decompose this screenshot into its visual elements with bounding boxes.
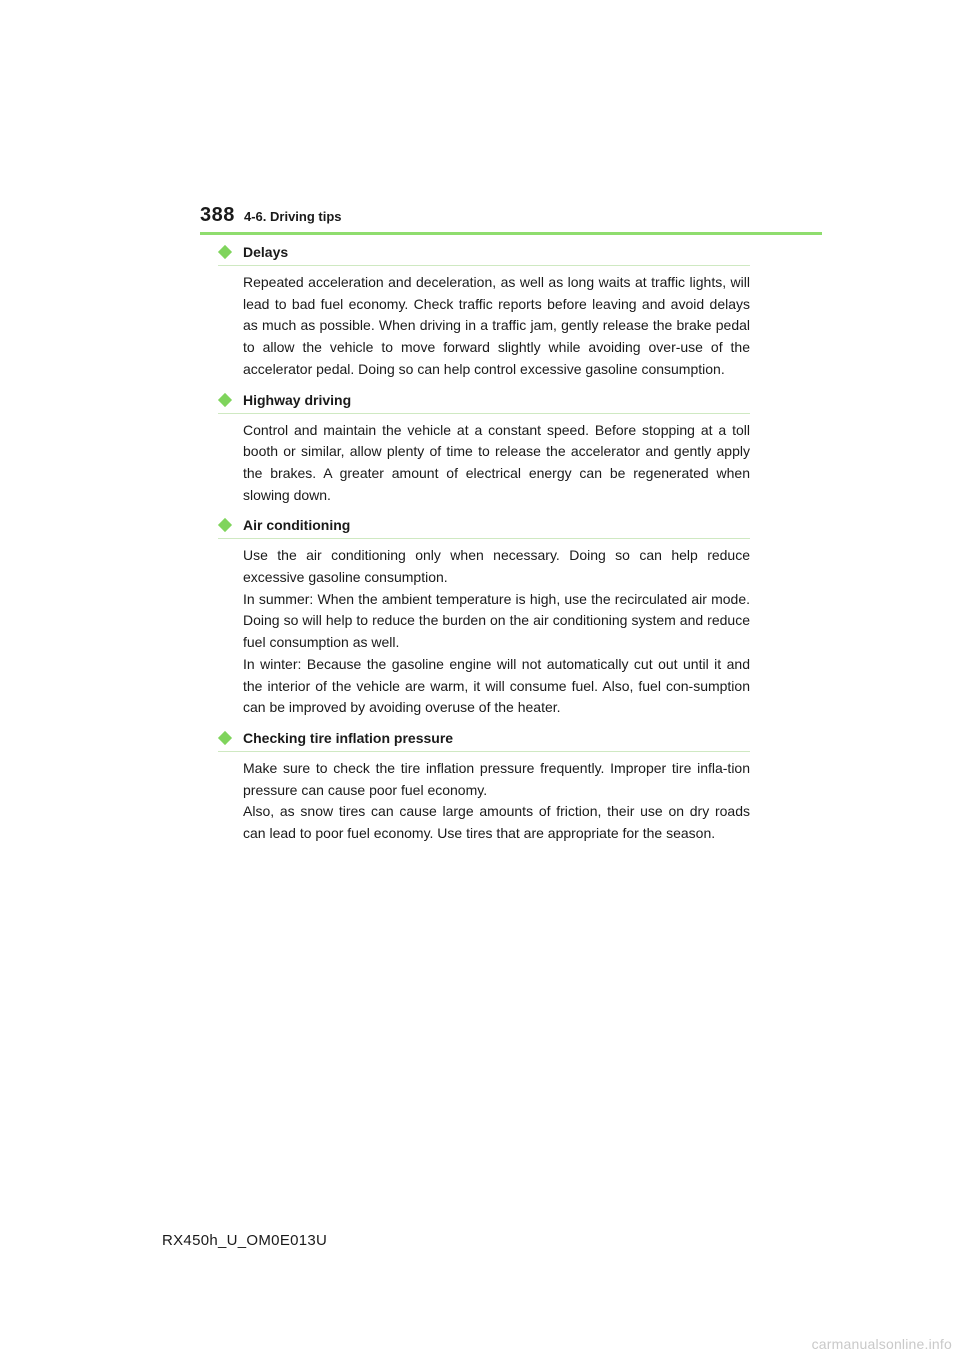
- diamond-icon: [218, 518, 232, 532]
- section-checking-tire-inflation-pressure: [218, 729, 750, 845]
- header-rule: [200, 232, 822, 235]
- section-heading-title: Delays: [243, 244, 289, 260]
- watermark: carmanualsonline.info: [811, 1336, 952, 1352]
- paragraph: In summer: When the ambient temperature is high, use the recirculated air mode. Doing so will help to reduce the burden on the air conditioning system and reduce fuel consumption as well.: [243, 590, 750, 651]
- section-highway-driving: [218, 391, 750, 507]
- section-heading: [218, 516, 750, 539]
- paragraph: Make sure to check the tire inflation pressure frequently. Improper tire infla-tion pressure can cause poor fuel economy.: [243, 759, 750, 798]
- section-heading: [218, 391, 750, 414]
- section-heading: [218, 243, 750, 266]
- page-number: 388: [200, 204, 235, 226]
- section-heading: [218, 729, 750, 752]
- page-content: [218, 243, 750, 855]
- section-heading-title: Checking tire inflation pressure: [243, 729, 454, 746]
- paragraph: Control and maintain the vehicle at a constant speed. Before stopping at a toll booth or similar, allow plenty of time to release the accelerator and gently apply the brakes. A greater amount of electrical energy can be regenerated when slowing down.: [243, 421, 750, 503]
- paragraph: Repeated acceleration and deceleration, as well as long waits at traffic lights, will lead to bad fuel economy. Check traffic reports before leaving and avoid delays as much as possible. When driving in a traffic jam, gently release the brake pedal to allow the vehicle to move forward slightly while avoiding over-use of the accelerator pedal. Doing so can help control excessive gasoline consumption.: [243, 274, 750, 377]
- paragraph: Use the air conditioning only when necessary. Doing so can help reduce excessive gasoline consumption.: [243, 547, 750, 586]
- paragraph: Also, as snow tires can cause large amounts of friction, their use on dry roads can lead to poor fuel economy. Use tires that are appropriate for the season.: [243, 803, 750, 842]
- diamond-icon: [218, 731, 232, 745]
- section-heading-title: Air conditioning: [243, 517, 351, 534]
- section-title: 4-6. Driving tips: [244, 209, 342, 224]
- diamond-icon: [218, 245, 232, 259]
- section-delays: [218, 243, 750, 381]
- section-heading-title: Highway driving: [243, 391, 352, 408]
- page-header: [200, 204, 820, 234]
- paragraph: In winter: Because the gasoline engine will not automatically cut out until it and the interior of the vehicle are warm, it will consume fuel. Also, fuel con-sumption can be improved by avoiding overuse of the heater.: [243, 655, 750, 716]
- diamond-icon: [218, 392, 232, 406]
- section-air-conditioning: [218, 516, 750, 719]
- model-code: RX450h_U_OM0E013U: [162, 1232, 328, 1249]
